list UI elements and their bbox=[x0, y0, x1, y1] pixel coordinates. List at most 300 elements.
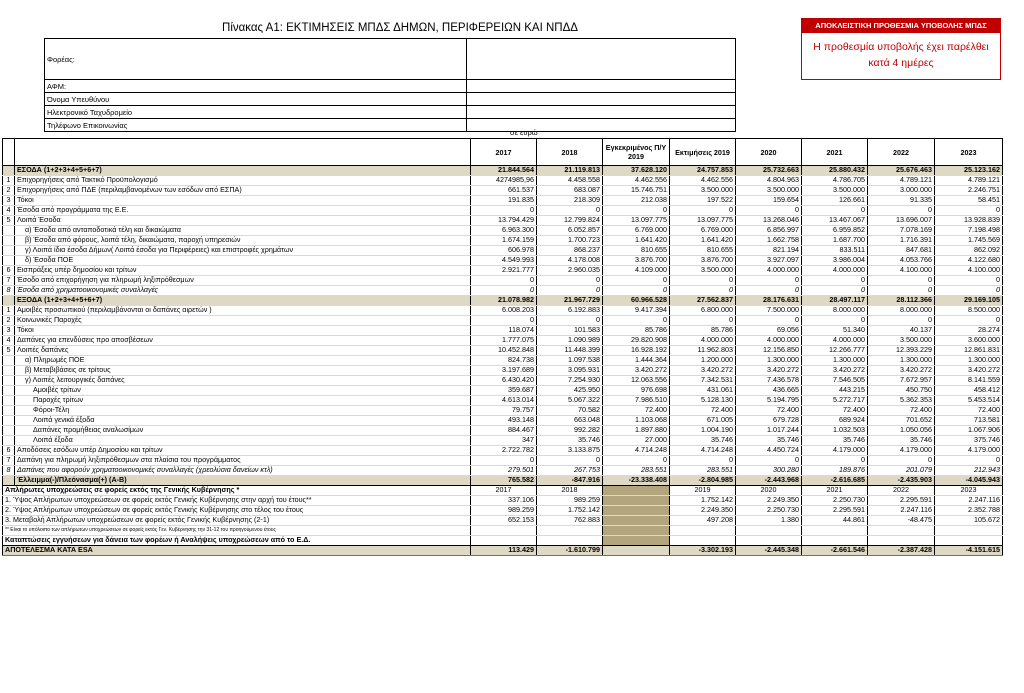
value-cell[interactable]: 6.008.203 bbox=[471, 306, 537, 316]
value-cell[interactable]: 3.876.700 bbox=[670, 256, 736, 266]
value-cell[interactable]: 25.123.162 bbox=[935, 166, 1003, 176]
result-value[interactable]: -2.445.348 bbox=[736, 546, 802, 556]
value-cell[interactable]: 0 bbox=[935, 316, 1003, 326]
value-cell[interactable]: 0 bbox=[736, 276, 802, 286]
value-cell[interactable]: 1.090.989 bbox=[537, 336, 603, 346]
value-cell[interactable]: 28.112.366 bbox=[868, 296, 935, 306]
arrears-value[interactable]: 2.249.350 bbox=[670, 506, 736, 516]
value-cell[interactable]: 1.444.364 bbox=[603, 356, 670, 366]
value-cell[interactable]: 6.769.000 bbox=[603, 226, 670, 236]
value-cell[interactable]: 85.786 bbox=[670, 326, 736, 336]
value-cell[interactable]: 1.200.000 bbox=[670, 356, 736, 366]
value-cell[interactable]: 1.641.420 bbox=[670, 236, 736, 246]
value-cell[interactable]: 28.274 bbox=[935, 326, 1003, 336]
value-cell[interactable]: 0 bbox=[868, 206, 935, 216]
value-cell[interactable]: 8.141.559 bbox=[935, 376, 1003, 386]
value-cell[interactable]: 101.583 bbox=[537, 326, 603, 336]
value-cell[interactable]: 7.198.498 bbox=[935, 226, 1003, 236]
value-cell[interactable]: 1.032.503 bbox=[802, 426, 868, 436]
value-cell[interactable]: 375.746 bbox=[935, 436, 1003, 446]
value-cell[interactable]: -2.804.985 bbox=[670, 476, 736, 486]
value-cell[interactable]: 13.794.429 bbox=[471, 216, 537, 226]
value-cell[interactable]: 7.436.578 bbox=[736, 376, 802, 386]
value-cell[interactable]: 847.681 bbox=[868, 246, 935, 256]
value-cell[interactable]: 5.128.130 bbox=[670, 396, 736, 406]
value-cell[interactable]: 191.835 bbox=[471, 196, 537, 206]
value-cell[interactable]: 60.966.528 bbox=[603, 296, 670, 306]
arrears-value[interactable]: 989.259 bbox=[537, 496, 603, 506]
value-cell[interactable]: 0 bbox=[736, 316, 802, 326]
value-cell[interactable]: 4.450.724 bbox=[736, 446, 802, 456]
value-cell[interactable]: 197.522 bbox=[670, 196, 736, 206]
value-cell[interactable]: 6.963.300 bbox=[471, 226, 537, 236]
guarantees-cell[interactable] bbox=[736, 536, 802, 546]
arrears-value[interactable]: 2.250.730 bbox=[802, 496, 868, 506]
phone-input[interactable] bbox=[467, 119, 736, 132]
value-cell[interactable]: 661.537 bbox=[471, 186, 537, 196]
value-cell[interactable]: 12.799.824 bbox=[537, 216, 603, 226]
value-cell[interactable]: 1.687.700 bbox=[802, 236, 868, 246]
value-cell[interactable]: 1.050.056 bbox=[868, 426, 935, 436]
value-cell[interactable]: 79.757 bbox=[471, 406, 537, 416]
value-cell[interactable]: 0 bbox=[670, 276, 736, 286]
value-cell[interactable]: 3.000.000 bbox=[868, 186, 935, 196]
value-cell[interactable]: 5.362.353 bbox=[868, 396, 935, 406]
email-input[interactable] bbox=[467, 106, 736, 119]
value-cell[interactable]: 4.789.121 bbox=[868, 176, 935, 186]
value-cell[interactable]: 279.501 bbox=[471, 466, 537, 476]
value-cell[interactable]: 0 bbox=[471, 456, 537, 466]
value-cell[interactable]: 28.497.117 bbox=[802, 296, 868, 306]
guarantees-cell[interactable] bbox=[935, 536, 1003, 546]
value-cell[interactable]: 0 bbox=[471, 276, 537, 286]
value-cell[interactable]: 4.549.993 bbox=[471, 256, 537, 266]
value-cell[interactable]: 72.400 bbox=[670, 406, 736, 416]
arrears-value[interactable] bbox=[603, 516, 670, 526]
value-cell[interactable]: 6.192.883 bbox=[537, 306, 603, 316]
value-cell[interactable]: 12.266.777 bbox=[802, 346, 868, 356]
value-cell[interactable]: 27.000 bbox=[603, 436, 670, 446]
arrears-value[interactable]: 497.208 bbox=[670, 516, 736, 526]
value-cell[interactable]: 4274985,96 bbox=[471, 176, 537, 186]
value-cell[interactable]: 976.698 bbox=[603, 386, 670, 396]
value-cell[interactable]: 12.063.556 bbox=[603, 376, 670, 386]
value-cell[interactable]: 606.978 bbox=[471, 246, 537, 256]
value-cell[interactable]: 3.927.097 bbox=[736, 256, 802, 266]
value-cell[interactable]: 72.400 bbox=[736, 406, 802, 416]
value-cell[interactable]: 58.451 bbox=[935, 196, 1003, 206]
value-cell[interactable]: 0 bbox=[802, 456, 868, 466]
value-cell[interactable]: 25.732.663 bbox=[736, 166, 802, 176]
value-cell[interactable]: 2.960.035 bbox=[537, 266, 603, 276]
value-cell[interactable]: 1.103.068 bbox=[603, 416, 670, 426]
value-cell[interactable]: 72.400 bbox=[802, 406, 868, 416]
guarantees-cell[interactable] bbox=[603, 536, 670, 546]
value-cell[interactable]: 4.462.556 bbox=[670, 176, 736, 186]
value-cell[interactable]: 458.412 bbox=[935, 386, 1003, 396]
value-cell[interactable]: 0 bbox=[868, 316, 935, 326]
value-cell[interactable]: -847.916 bbox=[537, 476, 603, 486]
arrears-value[interactable]: 652.153 bbox=[471, 516, 537, 526]
value-cell[interactable]: 833.511 bbox=[802, 246, 868, 256]
arrears-value[interactable]: 1.380 bbox=[736, 516, 802, 526]
guarantees-cell[interactable] bbox=[471, 536, 537, 546]
value-cell[interactable]: 8.000.000 bbox=[802, 306, 868, 316]
value-cell[interactable]: 1.017.244 bbox=[736, 426, 802, 436]
value-cell[interactable]: 11.962.803 bbox=[670, 346, 736, 356]
value-cell[interactable]: 0 bbox=[935, 286, 1003, 296]
value-cell[interactable]: 3.420.272 bbox=[603, 366, 670, 376]
value-cell[interactable]: 3.500.000 bbox=[802, 186, 868, 196]
value-cell[interactable]: 4.000.000 bbox=[802, 336, 868, 346]
value-cell[interactable]: 1.641.420 bbox=[603, 236, 670, 246]
value-cell[interactable]: 0 bbox=[802, 316, 868, 326]
value-cell[interactable]: 689.924 bbox=[802, 416, 868, 426]
value-cell[interactable]: -2.443.968 bbox=[736, 476, 802, 486]
value-cell[interactable]: 4.458.558 bbox=[537, 176, 603, 186]
value-cell[interactable]: 4.789.121 bbox=[935, 176, 1003, 186]
arrears-value[interactable]: 2.250.730 bbox=[736, 506, 802, 516]
value-cell[interactable]: 3.500.000 bbox=[736, 186, 802, 196]
arrears-value[interactable]: 2.247.116 bbox=[868, 506, 935, 516]
value-cell[interactable]: 3.197.689 bbox=[471, 366, 537, 376]
value-cell[interactable]: 0 bbox=[868, 456, 935, 466]
guarantees-cell[interactable] bbox=[868, 536, 935, 546]
value-cell[interactable]: 0 bbox=[603, 286, 670, 296]
value-cell[interactable]: 4.100.000 bbox=[935, 266, 1003, 276]
value-cell[interactable]: 1.097.538 bbox=[537, 356, 603, 366]
arrears-value[interactable]: 1.752.142 bbox=[670, 496, 736, 506]
value-cell[interactable]: 1.004.190 bbox=[670, 426, 736, 436]
value-cell[interactable]: 4.714.248 bbox=[670, 446, 736, 456]
result-value[interactable]: -3.302.193 bbox=[670, 546, 736, 556]
arrears-value[interactable]: 2.247.116 bbox=[935, 496, 1003, 506]
value-cell[interactable]: 1.300.000 bbox=[868, 356, 935, 366]
value-cell[interactable]: 1.674.159 bbox=[471, 236, 537, 246]
value-cell[interactable]: 0 bbox=[868, 276, 935, 286]
arrears-value[interactable]: 44.861 bbox=[802, 516, 868, 526]
value-cell[interactable]: 13.928.839 bbox=[935, 216, 1003, 226]
value-cell[interactable]: 3.600.000 bbox=[935, 336, 1003, 346]
value-cell[interactable]: 1.777.075 bbox=[471, 336, 537, 346]
value-cell[interactable]: 347 bbox=[471, 436, 537, 446]
value-cell[interactable]: 189.876 bbox=[802, 466, 868, 476]
value-cell[interactable]: 713.581 bbox=[935, 416, 1003, 426]
value-cell[interactable]: 0 bbox=[537, 316, 603, 326]
value-cell[interactable]: 0 bbox=[670, 286, 736, 296]
value-cell[interactable]: 4.122.680 bbox=[935, 256, 1003, 266]
value-cell[interactable]: 4.178.008 bbox=[537, 256, 603, 266]
value-cell[interactable]: 40.137 bbox=[868, 326, 935, 336]
value-cell[interactable]: 159.654 bbox=[736, 196, 802, 206]
value-cell[interactable]: 6.769.000 bbox=[670, 226, 736, 236]
value-cell[interactable]: 85.786 bbox=[603, 326, 670, 336]
value-cell[interactable]: 16.928.192 bbox=[603, 346, 670, 356]
value-cell[interactable]: 3.420.272 bbox=[670, 366, 736, 376]
value-cell[interactable]: 13.097.775 bbox=[603, 216, 670, 226]
value-cell[interactable]: 51.340 bbox=[802, 326, 868, 336]
value-cell[interactable]: 9.417.394 bbox=[603, 306, 670, 316]
value-cell[interactable]: 4.613.014 bbox=[471, 396, 537, 406]
value-cell[interactable]: 1.897.880 bbox=[603, 426, 670, 436]
value-cell[interactable]: 11.448.399 bbox=[537, 346, 603, 356]
value-cell[interactable]: 3.876.700 bbox=[603, 256, 670, 266]
value-cell[interactable]: 35.746 bbox=[670, 436, 736, 446]
value-cell[interactable]: 4.179.000 bbox=[802, 446, 868, 456]
arrears-value[interactable]: 2.249.350 bbox=[736, 496, 802, 506]
arrears-value[interactable] bbox=[603, 506, 670, 516]
value-cell[interactable]: 4.000.000 bbox=[736, 336, 802, 346]
value-cell[interactable]: 0 bbox=[537, 456, 603, 466]
value-cell[interactable]: 5.194.795 bbox=[736, 396, 802, 406]
value-cell[interactable]: 35.746 bbox=[868, 436, 935, 446]
value-cell[interactable]: 0 bbox=[802, 276, 868, 286]
afm-input[interactable] bbox=[467, 80, 736, 93]
arrears-value[interactable]: 2.352.788 bbox=[935, 506, 1003, 516]
value-cell[interactable]: 25.676.463 bbox=[868, 166, 935, 176]
value-cell[interactable]: 21.844.564 bbox=[471, 166, 537, 176]
value-cell[interactable]: 5.067.322 bbox=[537, 396, 603, 406]
result-value[interactable]: 113.429 bbox=[471, 546, 537, 556]
result-value[interactable]: -1.610.799 bbox=[537, 546, 603, 556]
value-cell[interactable]: 1.300.000 bbox=[935, 356, 1003, 366]
value-cell[interactable]: 72.400 bbox=[603, 406, 670, 416]
value-cell[interactable]: 212.943 bbox=[935, 466, 1003, 476]
value-cell[interactable]: 70.582 bbox=[537, 406, 603, 416]
value-cell[interactable]: 0 bbox=[935, 276, 1003, 286]
value-cell[interactable]: 2.921.777 bbox=[471, 266, 537, 276]
arrears-value[interactable]: 762.883 bbox=[537, 516, 603, 526]
value-cell[interactable]: 821.194 bbox=[736, 246, 802, 256]
value-cell[interactable]: 862.092 bbox=[935, 246, 1003, 256]
value-cell[interactable]: 1.067.906 bbox=[935, 426, 1003, 436]
value-cell[interactable]: 0 bbox=[603, 456, 670, 466]
value-cell[interactable]: 5.453.514 bbox=[935, 396, 1003, 406]
value-cell[interactable]: 3.420.272 bbox=[736, 366, 802, 376]
value-cell[interactable]: 3.095.931 bbox=[537, 366, 603, 376]
value-cell[interactable]: 3.500.000 bbox=[670, 266, 736, 276]
value-cell[interactable]: 431.061 bbox=[670, 386, 736, 396]
value-cell[interactable]: 8.500.000 bbox=[935, 306, 1003, 316]
value-cell[interactable]: 4.109.000 bbox=[603, 266, 670, 276]
value-cell[interactable]: 7.500.000 bbox=[736, 306, 802, 316]
value-cell[interactable]: 3.986.004 bbox=[802, 256, 868, 266]
foreas-input[interactable] bbox=[467, 39, 736, 80]
value-cell[interactable]: 6.800.000 bbox=[670, 306, 736, 316]
value-cell[interactable]: 35.746 bbox=[736, 436, 802, 446]
value-cell[interactable]: 3.420.272 bbox=[802, 366, 868, 376]
value-cell[interactable]: 7.342.531 bbox=[670, 376, 736, 386]
value-cell[interactable]: 13.467.067 bbox=[802, 216, 868, 226]
value-cell[interactable]: 3.500.000 bbox=[670, 186, 736, 196]
value-cell[interactable]: 72.400 bbox=[935, 406, 1003, 416]
value-cell[interactable]: 6.430.420 bbox=[471, 376, 537, 386]
value-cell[interactable]: 0 bbox=[537, 286, 603, 296]
value-cell[interactable]: 436.665 bbox=[736, 386, 802, 396]
value-cell[interactable]: 2.246.751 bbox=[935, 186, 1003, 196]
value-cell[interactable]: 992.282 bbox=[537, 426, 603, 436]
result-value[interactable]: -2.387.428 bbox=[868, 546, 935, 556]
value-cell[interactable]: 12.393.229 bbox=[868, 346, 935, 356]
value-cell[interactable]: 0 bbox=[471, 286, 537, 296]
value-cell[interactable]: 0 bbox=[537, 206, 603, 216]
value-cell[interactable]: 12.156.850 bbox=[736, 346, 802, 356]
value-cell[interactable]: -23.338.408 bbox=[603, 476, 670, 486]
value-cell[interactable]: 7.986.510 bbox=[603, 396, 670, 406]
guarantees-cell[interactable] bbox=[670, 536, 736, 546]
value-cell[interactable]: 450.750 bbox=[868, 386, 935, 396]
value-cell[interactable]: 72.400 bbox=[868, 406, 935, 416]
value-cell[interactable]: 37.628.120 bbox=[603, 166, 670, 176]
value-cell[interactable]: 12.861.831 bbox=[935, 346, 1003, 356]
value-cell[interactable]: 0 bbox=[670, 316, 736, 326]
value-cell[interactable]: 0 bbox=[935, 206, 1003, 216]
value-cell[interactable]: 13.268.046 bbox=[736, 216, 802, 226]
value-cell[interactable]: 3.420.272 bbox=[935, 366, 1003, 376]
arrears-value[interactable]: 2.295.591 bbox=[868, 496, 935, 506]
value-cell[interactable]: 0 bbox=[736, 456, 802, 466]
value-cell[interactable]: 810.655 bbox=[670, 246, 736, 256]
value-cell[interactable]: 6.052.857 bbox=[537, 226, 603, 236]
value-cell[interactable]: 0 bbox=[603, 206, 670, 216]
value-cell[interactable]: 118.074 bbox=[471, 326, 537, 336]
value-cell[interactable]: 868.237 bbox=[537, 246, 603, 256]
value-cell[interactable]: 218.309 bbox=[537, 196, 603, 206]
value-cell[interactable]: 0 bbox=[471, 206, 537, 216]
value-cell[interactable]: 0 bbox=[603, 276, 670, 286]
value-cell[interactable]: 201.079 bbox=[868, 466, 935, 476]
arrears-value[interactable]: -48.475 bbox=[868, 516, 935, 526]
value-cell[interactable]: 5.272.717 bbox=[802, 396, 868, 406]
value-cell[interactable]: 21.967.729 bbox=[537, 296, 603, 306]
result-value[interactable]: -4.151.615 bbox=[935, 546, 1003, 556]
value-cell[interactable]: 4.000.000 bbox=[736, 266, 802, 276]
value-cell[interactable]: 1.300.000 bbox=[736, 356, 802, 366]
value-cell[interactable]: 4.000.000 bbox=[802, 266, 868, 276]
arrears-value[interactable]: 2.295.591 bbox=[802, 506, 868, 516]
value-cell[interactable]: -2.435.903 bbox=[868, 476, 935, 486]
value-cell[interactable]: 810.655 bbox=[603, 246, 670, 256]
value-cell[interactable]: 21.119.813 bbox=[537, 166, 603, 176]
value-cell[interactable]: 0 bbox=[670, 456, 736, 466]
value-cell[interactable]: 126.661 bbox=[802, 196, 868, 206]
value-cell[interactable]: 4.000.000 bbox=[670, 336, 736, 346]
value-cell[interactable]: 4.179.000 bbox=[868, 446, 935, 456]
value-cell[interactable]: 1.700.723 bbox=[537, 236, 603, 246]
arrears-value[interactable]: 105.672 bbox=[935, 516, 1003, 526]
value-cell[interactable]: 1.300.000 bbox=[802, 356, 868, 366]
value-cell[interactable]: 3.420.272 bbox=[868, 366, 935, 376]
value-cell[interactable]: 1.745.569 bbox=[935, 236, 1003, 246]
value-cell[interactable]: 300.280 bbox=[736, 466, 802, 476]
arrears-value[interactable]: 989.259 bbox=[471, 506, 537, 516]
value-cell[interactable]: 7.254.930 bbox=[537, 376, 603, 386]
value-cell[interactable]: 24.757.853 bbox=[670, 166, 736, 176]
value-cell[interactable]: 663.048 bbox=[537, 416, 603, 426]
arrears-value[interactable] bbox=[603, 496, 670, 506]
value-cell[interactable]: 0 bbox=[603, 316, 670, 326]
value-cell[interactable]: 267.753 bbox=[537, 466, 603, 476]
value-cell[interactable]: 69.056 bbox=[736, 326, 802, 336]
value-cell[interactable]: 35.746 bbox=[802, 436, 868, 446]
arrears-value[interactable]: 337.106 bbox=[471, 496, 537, 506]
value-cell[interactable]: 0 bbox=[736, 286, 802, 296]
value-cell[interactable]: 6.959.852 bbox=[802, 226, 868, 236]
value-cell[interactable]: 443.215 bbox=[802, 386, 868, 396]
value-cell[interactable]: 679.728 bbox=[736, 416, 802, 426]
value-cell[interactable]: 283.551 bbox=[670, 466, 736, 476]
value-cell[interactable]: 27.562.837 bbox=[670, 296, 736, 306]
value-cell[interactable]: 13.696.007 bbox=[868, 216, 935, 226]
value-cell[interactable]: -2.616.685 bbox=[802, 476, 868, 486]
value-cell[interactable]: 0 bbox=[670, 206, 736, 216]
value-cell[interactable]: 4.714.248 bbox=[603, 446, 670, 456]
value-cell[interactable]: 0 bbox=[935, 456, 1003, 466]
guarantees-cell[interactable] bbox=[537, 536, 603, 546]
value-cell[interactable]: 4.786.705 bbox=[802, 176, 868, 186]
value-cell[interactable]: 4.053.766 bbox=[868, 256, 935, 266]
value-cell[interactable]: 765.582 bbox=[471, 476, 537, 486]
value-cell[interactable]: 4.804.963 bbox=[736, 176, 802, 186]
value-cell[interactable]: 824.738 bbox=[471, 356, 537, 366]
value-cell[interactable]: 493.148 bbox=[471, 416, 537, 426]
value-cell[interactable]: 212.038 bbox=[603, 196, 670, 206]
value-cell[interactable]: 91.335 bbox=[868, 196, 935, 206]
value-cell[interactable]: 671.005 bbox=[670, 416, 736, 426]
value-cell[interactable]: 0 bbox=[868, 286, 935, 296]
value-cell[interactable]: 8.000.000 bbox=[868, 306, 935, 316]
value-cell[interactable]: 15.746.751 bbox=[603, 186, 670, 196]
value-cell[interactable]: 701.652 bbox=[868, 416, 935, 426]
value-cell[interactable]: 13.097.775 bbox=[670, 216, 736, 226]
value-cell[interactable]: 425.950 bbox=[537, 386, 603, 396]
value-cell[interactable]: 884.467 bbox=[471, 426, 537, 436]
name-input[interactable] bbox=[467, 93, 736, 106]
value-cell[interactable]: 29.169.105 bbox=[935, 296, 1003, 306]
value-cell[interactable]: 683.087 bbox=[537, 186, 603, 196]
result-value[interactable] bbox=[603, 546, 670, 556]
value-cell[interactable]: 7.546.505 bbox=[802, 376, 868, 386]
guarantees-cell[interactable] bbox=[802, 536, 868, 546]
value-cell[interactable]: 2.722.782 bbox=[471, 446, 537, 456]
value-cell[interactable]: 359.687 bbox=[471, 386, 537, 396]
value-cell[interactable]: 0 bbox=[802, 206, 868, 216]
value-cell[interactable]: 28.176.631 bbox=[736, 296, 802, 306]
value-cell[interactable]: 1.662.758 bbox=[736, 236, 802, 246]
value-cell[interactable]: 25.880.432 bbox=[802, 166, 868, 176]
value-cell[interactable]: 4.462.556 bbox=[603, 176, 670, 186]
value-cell[interactable]: 283.551 bbox=[603, 466, 670, 476]
value-cell[interactable]: 0 bbox=[471, 316, 537, 326]
value-cell[interactable]: 35.746 bbox=[537, 436, 603, 446]
value-cell[interactable]: 3.133.875 bbox=[537, 446, 603, 456]
value-cell[interactable]: 6.856.997 bbox=[736, 226, 802, 236]
value-cell[interactable]: 0 bbox=[736, 206, 802, 216]
value-cell[interactable]: -4.045.943 bbox=[935, 476, 1003, 486]
value-cell[interactable]: 1.716.391 bbox=[868, 236, 935, 246]
value-cell[interactable]: 21.078.982 bbox=[471, 296, 537, 306]
value-cell[interactable]: 3.500.000 bbox=[868, 336, 935, 346]
value-cell[interactable]: 0 bbox=[537, 276, 603, 286]
value-cell[interactable]: 29.820.908 bbox=[603, 336, 670, 346]
value-cell[interactable]: 10.452.848 bbox=[471, 346, 537, 356]
value-cell[interactable]: 4.100.000 bbox=[868, 266, 935, 276]
value-cell[interactable]: 7.078.169 bbox=[868, 226, 935, 236]
value-cell[interactable]: 0 bbox=[802, 286, 868, 296]
value-cell[interactable]: 4.179.000 bbox=[935, 446, 1003, 456]
value-cell[interactable]: 7.672.957 bbox=[868, 376, 935, 386]
result-value[interactable]: -2.661.546 bbox=[802, 546, 868, 556]
